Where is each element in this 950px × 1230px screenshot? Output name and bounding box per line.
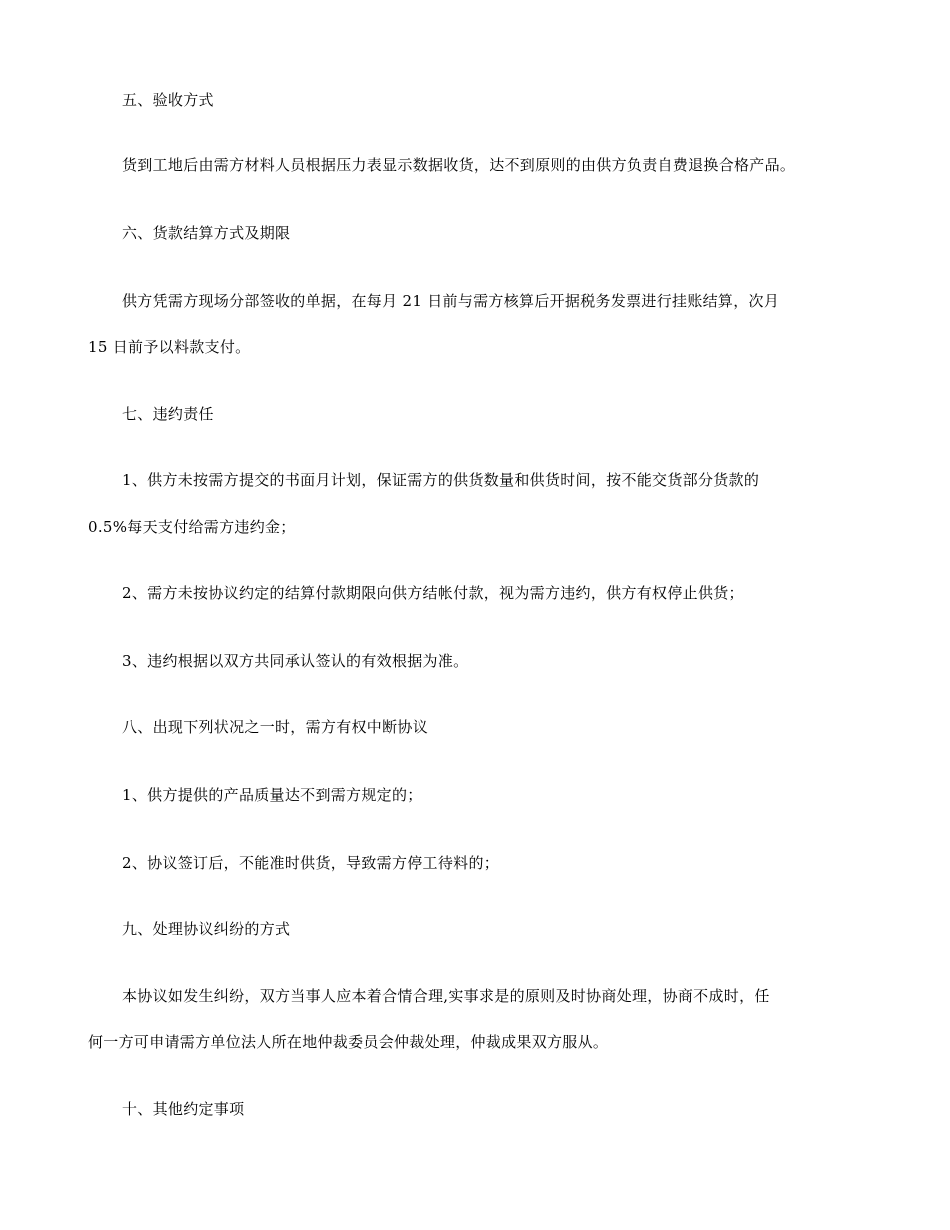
paragraph-payment-line-1: 供方凭需方现场分部签收的单据，在每月 21 日前与需方核算后开据税务发票进行挂账结算，次月 bbox=[122, 292, 780, 310]
paragraph-payment-line-2: 15 日前予以料款支付。 bbox=[88, 338, 251, 356]
paragraph-disputes-line-2: 何一方可申请需方单位法人所在地仲裁委员会仲裁处理，仲裁成果双方服从。 bbox=[88, 1033, 609, 1051]
section-heading-payment: 六、货款结算方式及期限 bbox=[122, 224, 291, 242]
clause-liability-2: 2、需方未按协议约定的结算付款期限向供方结帐付款，视为需方违约，供方有权停止供货； bbox=[122, 584, 744, 602]
clause-termination-2: 2、协议签订后，不能准时供货，导致需方停工待料的； bbox=[122, 854, 500, 872]
clause-liability-3: 3、违约根据以双方共同承认签认的有效根据为准。 bbox=[122, 652, 469, 670]
clause-termination-1: 1、供方提供的产品质量达不到需方规定的； bbox=[122, 786, 423, 804]
clause-liability-1-line-2: 0.5%每天支付给需方违约金； bbox=[88, 518, 296, 536]
paragraph-disputes-line-1: 本协议如发生纠纷，双方当事人应本着合情合理,实事求是的原则及时协商处理，协商不成时，任 bbox=[122, 987, 770, 1005]
paragraph-acceptance: 货到工地后由需方材料人员根据压力表显示数据收货，达不到原则的由供方负责自费退换合格产品。 bbox=[122, 156, 796, 174]
clause-liability-1-line-1: 1、供方未按需方提交的书面月计划，保证需方的供货数量和供货时间，按不能交货部分货款的 bbox=[122, 471, 760, 489]
section-heading-other: 十、其他约定事项 bbox=[122, 1100, 245, 1118]
section-heading-termination: 八、出现下列状况之一时，需方有权中断协议 bbox=[122, 718, 429, 736]
section-heading-disputes: 九、处理协议纠纷的方式 bbox=[122, 920, 291, 938]
section-heading-liability: 七、违约责任 bbox=[122, 405, 214, 423]
section-heading-acceptance: 五、验收方式 bbox=[122, 91, 214, 109]
